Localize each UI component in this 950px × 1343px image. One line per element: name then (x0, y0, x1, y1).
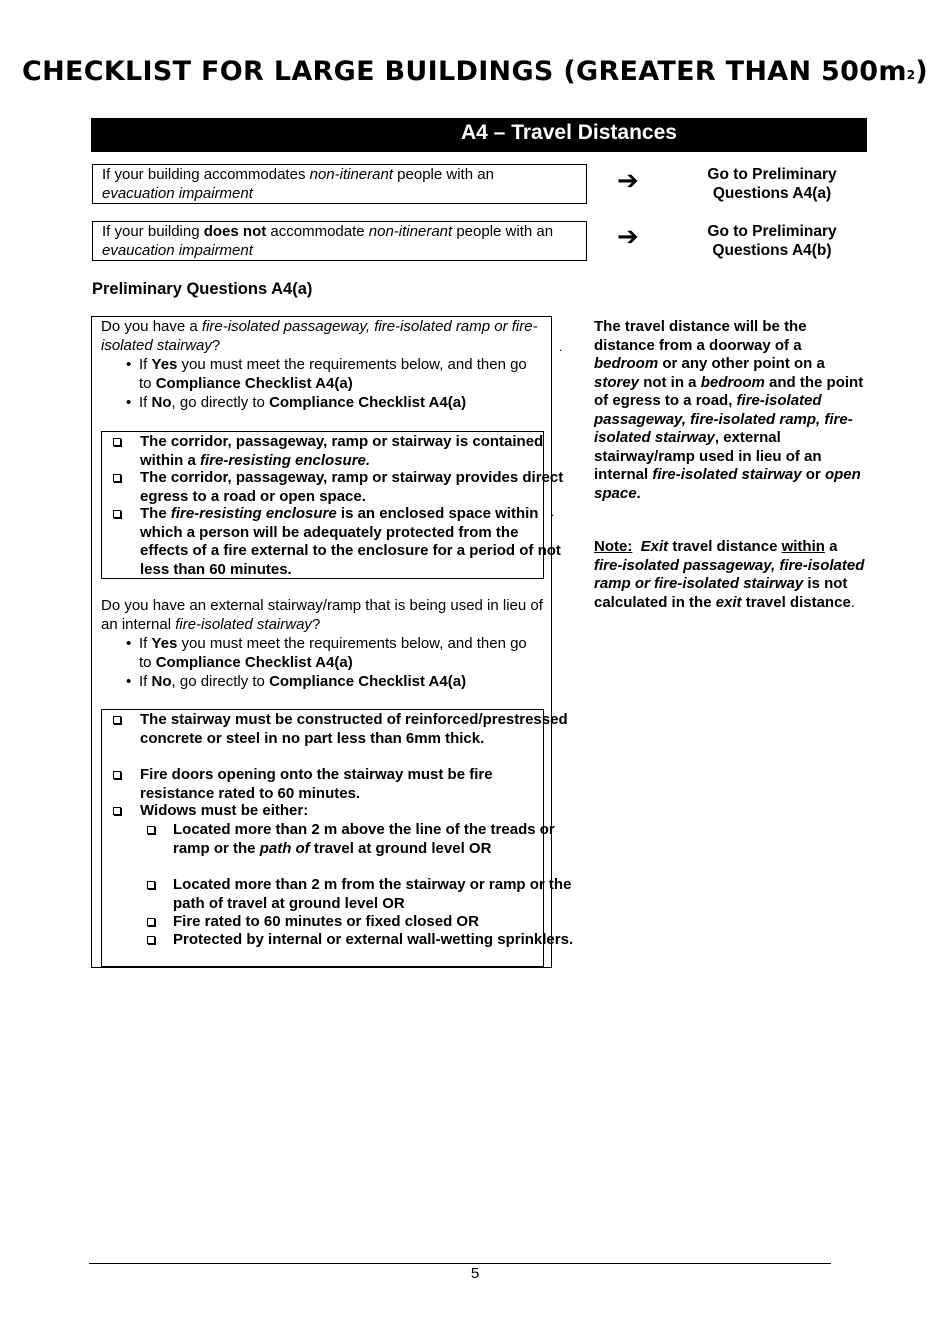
option-no: • If No, go directly to Compliance Checklist A4(a) (92, 673, 542, 692)
page-title: CHECKLIST FOR LARGE BUILDINGS (GREATER THAN 500m2) (21, 56, 929, 87)
checklist-fire-isolated (101, 431, 564, 579)
page-number: 5 (470, 1265, 480, 1282)
checklist-external-stairway (101, 709, 574, 967)
stray-mark: . (559, 340, 563, 354)
checkbox-item[interactable]: The corridor, passageway, ramp or stairway is contained within a fire-resisting enclosure. (102, 433, 570, 470)
question-1-options (92, 356, 542, 413)
preliminary-questions-heading: Preliminary Questions A4(a) (92, 280, 313, 298)
arrow-right-icon: ➔ (617, 166, 639, 196)
sub-checkbox-item[interactable]: Fire rated to 60 minutes or fixed closed OR (102, 913, 593, 932)
exit-travel-note: Note: Exit travel distance within a fire-isolated passageway, fire-isolated ramp or fire-isolated stairway is not calculated in the exit travel distance. (594, 538, 865, 611)
routing-question-1: If your building accommodates non-itinerant people with an evacuation impairment (92, 164, 587, 204)
checkbox-item[interactable]: Fire doors opening onto the stairway must be fire resistance rated to 60 minutes. (102, 766, 570, 803)
goto-a4a-link[interactable]: Go to Preliminary Questions A4(a) (707, 166, 837, 202)
checkbox-item[interactable]: The fire-resisting enclosure is an enclosed space within which a person will be adequately protected from the effects of a fire external to the enclosure for a period of not less than 60 minutes. (102, 505, 570, 579)
option-no: • If No, go directly to Compliance Checklist A4(a) (92, 394, 542, 413)
option-yes: • If Yes you must meet the requirements below, and then go to Compliance Checklist A4(a) (92, 635, 542, 672)
sub-checkbox-item[interactable]: Located more than 2 m from the stairway or ramp or the path of travel at ground level OR (102, 876, 593, 913)
checkbox-item[interactable]: The stairway must be constructed of reinforced/prestressed concrete or steel in no part less than 6mm thick. (102, 711, 570, 748)
stray-mark: . (551, 505, 555, 519)
checkbox-item[interactable]: Widows must be either: (102, 802, 570, 821)
routing-question-2: If your building does not accommodate non-itinerant people with an evaucation impairment (92, 221, 587, 261)
preliminary-questions-panel (91, 316, 574, 968)
travel-distance-definition: The travel distance will be the distance from a doorway of a bedroom or any other point on a storey not in a bedroom and the point of egress to a road, fire-isolated passageway, fire-isolated ramp, fire-isolated stairway, external stairway/ramp used in lieu of an internal fire-isolated stairway or open space. (594, 318, 864, 502)
sub-checkbox-item[interactable]: Protected by internal or external wall-wetting sprinklers. (102, 931, 593, 950)
question-2-options (92, 635, 542, 692)
arrow-right-icon: ➔ (617, 222, 639, 252)
question-2-text: Do you have an external stairway/ramp that is being used in lieu of an internal fire-isolated stairway? (101, 597, 543, 633)
option-yes: • If Yes you must meet the requirements below, and then go to Compliance Checklist A4(a) (92, 356, 542, 393)
section-header-bar (91, 118, 867, 152)
goto-a4b-link[interactable]: Go to Preliminary Questions A4(b) (707, 223, 837, 259)
section-title: A4 – Travel Distances (461, 121, 677, 144)
question-1-text: Do you have a fire-isolated passageway, fire-isolated ramp or fire-isolated stairway? (101, 318, 538, 354)
checkbox-item[interactable]: The corridor, passageway, ramp or stairway provides direct egress to a road or open space. (102, 469, 570, 506)
sub-checkbox-item[interactable]: Located more than 2 m above the line of the treads or ramp or the path of travel at ground level OR (102, 821, 593, 858)
footer-divider (89, 1263, 831, 1264)
travel-distance-note (594, 318, 869, 612)
